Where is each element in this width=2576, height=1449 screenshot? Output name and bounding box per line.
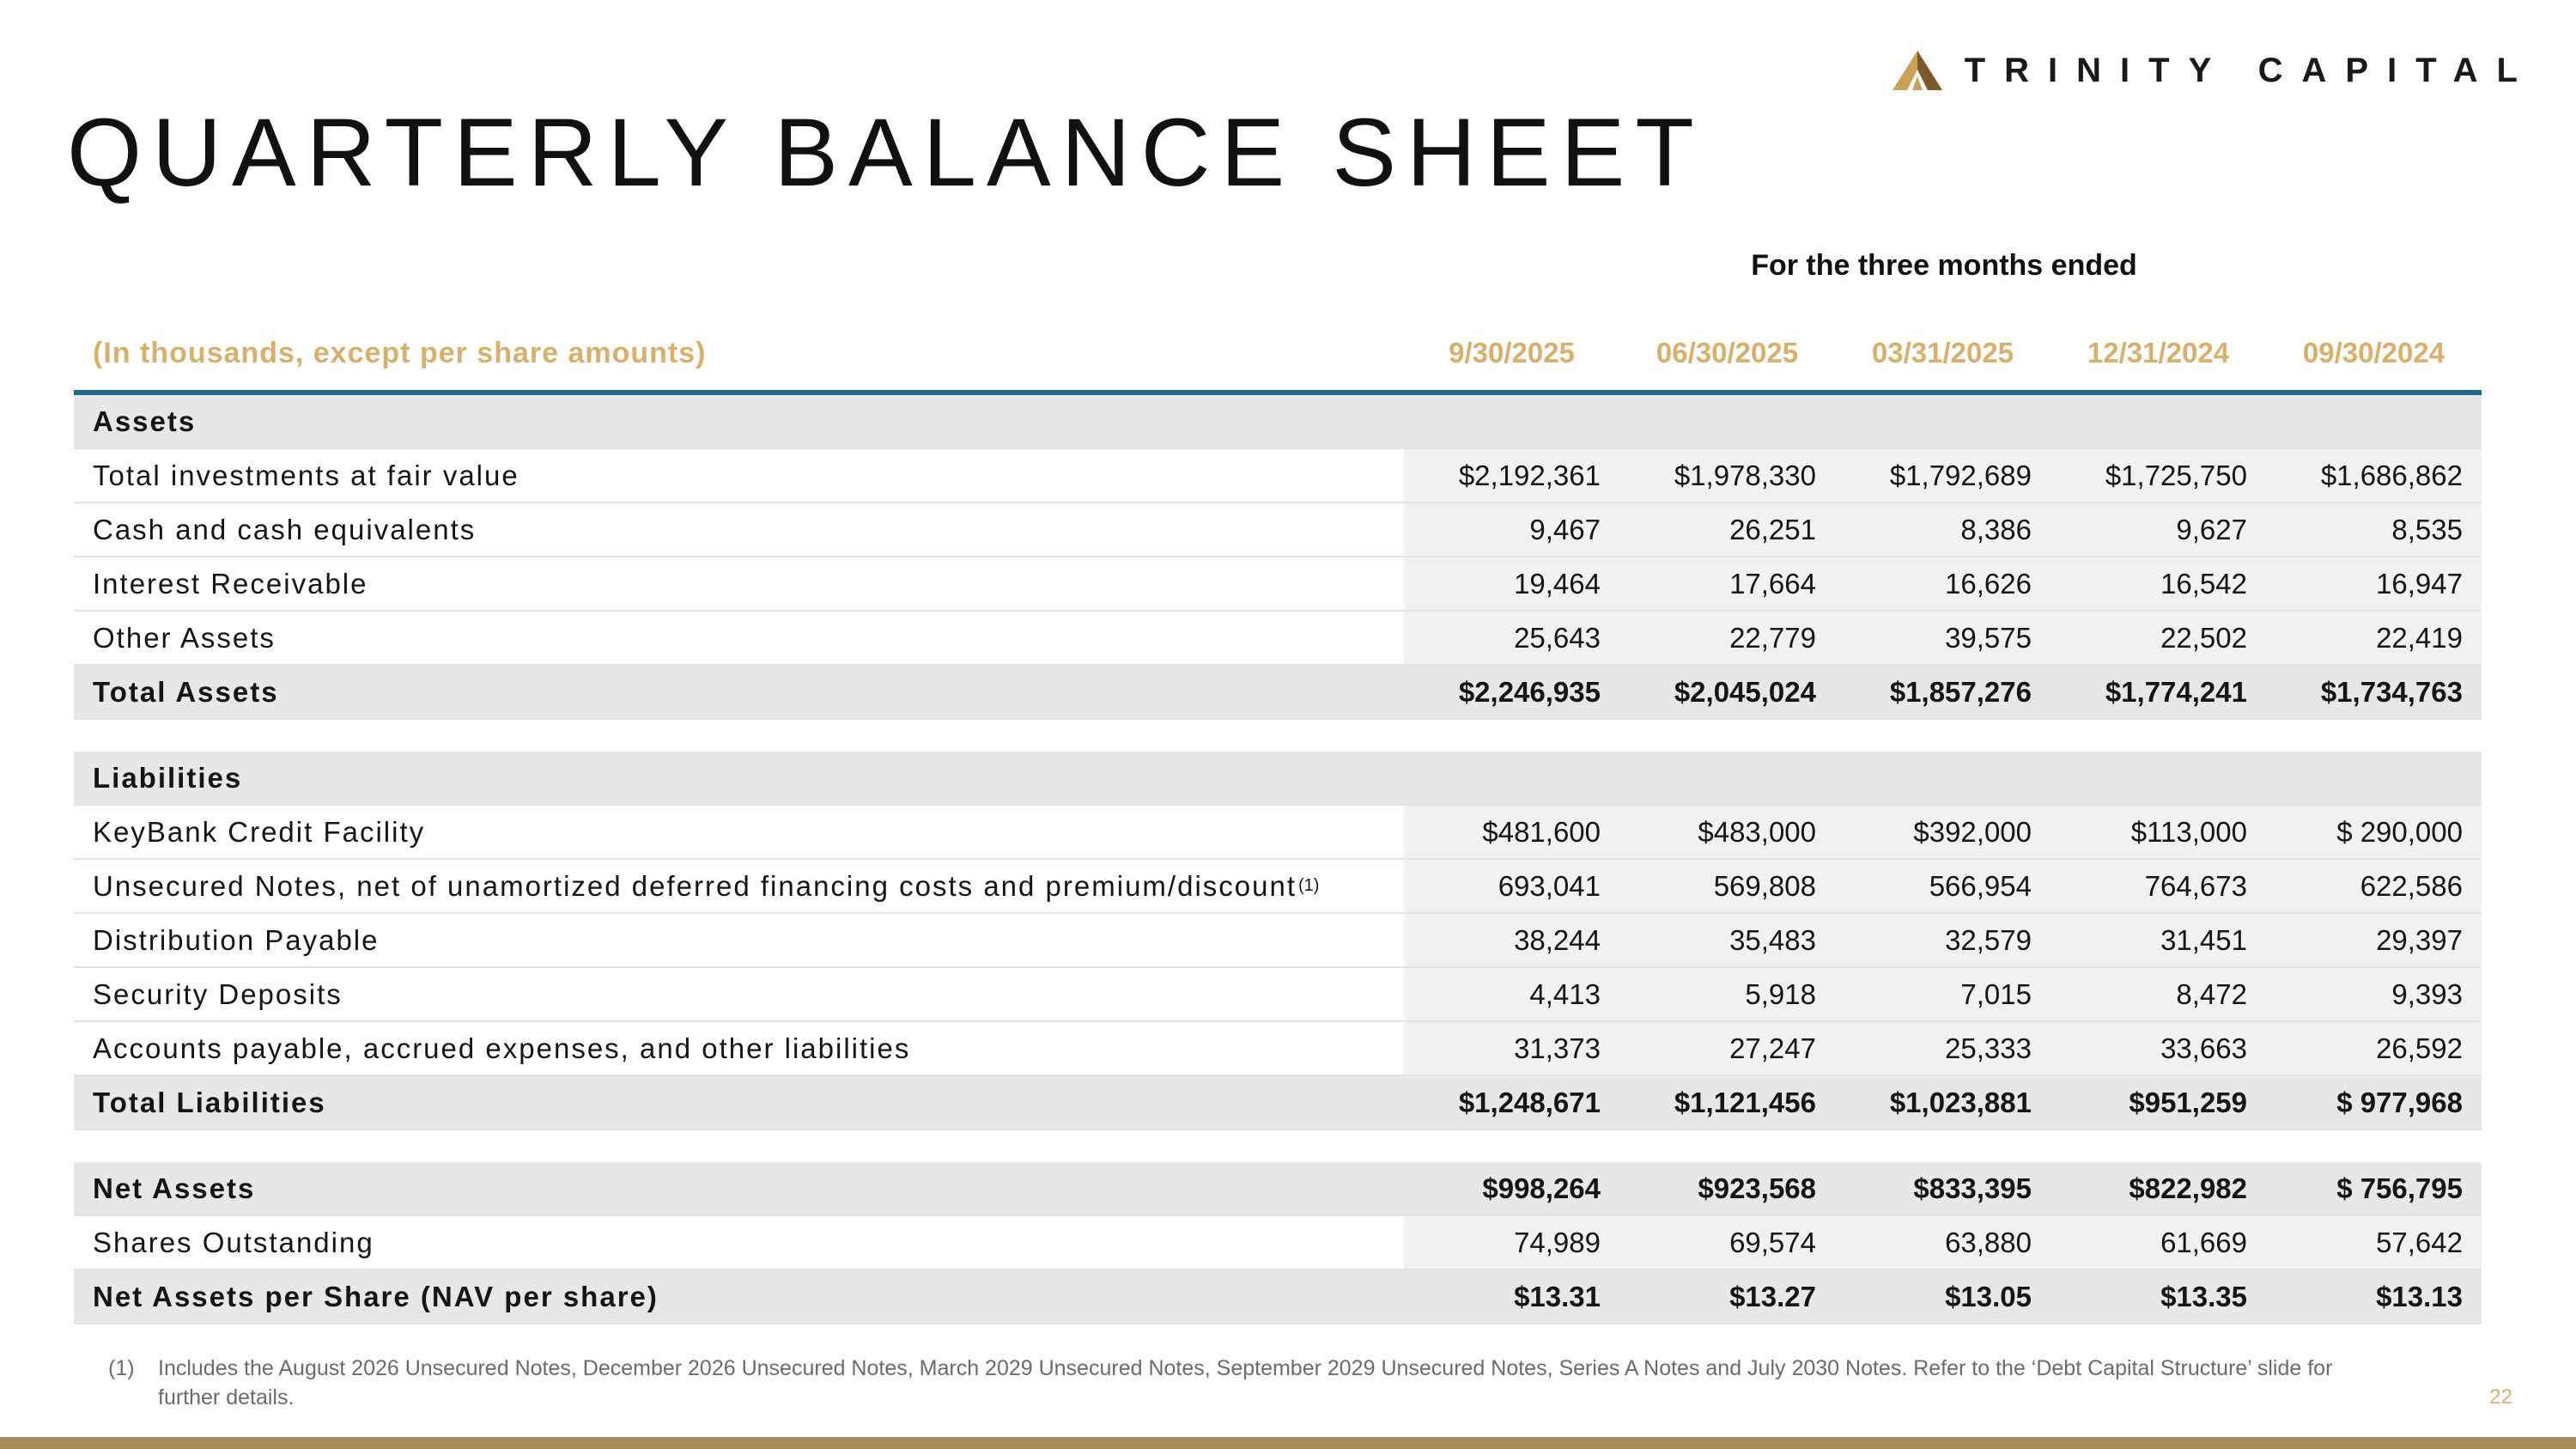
cell-value: 17,664 xyxy=(1729,567,1816,600)
cell-value: 622,586 xyxy=(2360,869,2463,902)
cell-value: $1,857,276 xyxy=(1889,675,2032,708)
cell-value: 8,386 xyxy=(1960,513,2032,545)
cell-value: 19,464 xyxy=(1514,567,1601,600)
nav-per-share-row xyxy=(74,1270,2482,1324)
cell-value: 38,244 xyxy=(1514,923,1601,956)
page-title: QUARTERLY BALANCE SHEET xyxy=(67,99,1704,206)
row-label: Total Liabilities xyxy=(93,1086,326,1118)
cell-value: 74,989 xyxy=(1514,1226,1601,1258)
table-row xyxy=(74,557,2482,612)
brand-name: TRINITY CAPITAL xyxy=(1964,51,2537,89)
shares-outstanding-row xyxy=(74,1216,2482,1270)
liabilities-section-heading xyxy=(74,752,2482,806)
cell-value: $951,259 xyxy=(2129,1086,2247,1118)
column-header: 03/31/2025 xyxy=(1871,337,2014,368)
row-label-text: Unsecured Notes, net of unamortized deferred financing costs and premium/discount xyxy=(93,869,1297,902)
cell-value: 9,627 xyxy=(2176,513,2247,545)
cell-value: $1,792,689 xyxy=(1889,459,2032,491)
cell-value: 16,626 xyxy=(1945,567,2032,600)
column-header: 06/30/2025 xyxy=(1656,337,1799,368)
cell-value: 61,669 xyxy=(2160,1226,2247,1258)
cell-value: $833,395 xyxy=(1913,1172,2032,1204)
cell-value: 4,413 xyxy=(1529,977,1601,1010)
cell-value: $1,725,750 xyxy=(2105,459,2247,491)
row-label: Net Assets per Share (NAV per share) xyxy=(93,1280,659,1312)
cell-value: $822,982 xyxy=(2129,1172,2247,1204)
row-label: Total investments at fair value xyxy=(93,459,519,491)
cell-value: $13.35 xyxy=(2160,1280,2247,1312)
cell-value: 22,779 xyxy=(1729,621,1816,654)
cell-value: $1,734,763 xyxy=(2320,675,2463,708)
section-label: Assets xyxy=(93,405,197,437)
cell-value: $2,045,024 xyxy=(1674,675,1816,708)
column-header: 09/30/2024 xyxy=(2302,337,2445,368)
cell-value: 35,483 xyxy=(1729,923,1816,956)
row-label: Other Assets xyxy=(93,621,276,654)
cell-value: $392,000 xyxy=(1913,815,2032,848)
cell-value: 9,393 xyxy=(2391,977,2463,1010)
section-spacer xyxy=(74,720,2482,752)
row-label: Distribution Payable xyxy=(93,923,380,956)
cell-value: $2,192,361 xyxy=(1458,459,1601,491)
cell-value: $ 290,000 xyxy=(2336,815,2463,848)
cell-value: 25,643 xyxy=(1514,621,1601,654)
cell-value: 26,251 xyxy=(1729,513,1816,545)
section-spacer xyxy=(74,1130,2482,1162)
trinity-capital-logo-icon xyxy=(1893,51,1942,90)
row-label: Cash and cash equivalents xyxy=(93,513,477,545)
cell-value: 29,397 xyxy=(2376,923,2463,956)
cell-value: $483,000 xyxy=(1698,815,1816,848)
table-row xyxy=(74,612,2482,666)
table-row xyxy=(74,503,2482,557)
cell-value: 39,575 xyxy=(1945,621,2032,654)
cell-value: $1,248,671 xyxy=(1458,1086,1601,1118)
cell-value: $13.05 xyxy=(1945,1280,2032,1312)
cell-value: 63,880 xyxy=(1945,1226,2032,1258)
cell-value: $1,774,241 xyxy=(2105,675,2247,708)
row-label: Interest Receivable xyxy=(93,567,368,600)
cell-value: 693,041 xyxy=(1498,869,1601,902)
cell-value: 32,579 xyxy=(1945,923,2032,956)
table-row xyxy=(74,968,2482,1022)
page-number: 22 xyxy=(2489,1385,2512,1409)
cell-value: 69,574 xyxy=(1729,1226,1816,1258)
cell-value: $1,023,881 xyxy=(1889,1086,2032,1118)
company-logo xyxy=(1893,46,2537,94)
cell-value: 22,419 xyxy=(2376,621,2463,654)
row-label: Shares Outstanding xyxy=(93,1226,374,1258)
table-row xyxy=(74,449,2482,503)
balance-sheet-table xyxy=(74,316,2482,1324)
row-label: Total Assets xyxy=(93,675,279,708)
table-row xyxy=(74,914,2482,968)
cell-value: 31,451 xyxy=(2160,923,2247,956)
cell-value: 22,502 xyxy=(2160,621,2247,654)
cell-value: $113,000 xyxy=(2130,815,2247,848)
assets-section-heading xyxy=(74,395,2482,449)
total-assets-row xyxy=(74,666,2482,720)
cell-value: 16,947 xyxy=(2376,567,2463,600)
row-label: KeyBank Credit Facility xyxy=(93,815,426,848)
cell-value: 25,333 xyxy=(1945,1032,2032,1064)
cell-value: 8,472 xyxy=(2176,977,2247,1010)
cell-value: 26,592 xyxy=(2376,1032,2463,1064)
row-label xyxy=(74,860,1404,912)
net-assets-row xyxy=(74,1162,2482,1216)
cell-value: $ 756,795 xyxy=(2336,1172,2463,1204)
cell-value: $13.13 xyxy=(2376,1280,2463,1312)
cell-value: 5,918 xyxy=(1745,977,1816,1010)
cell-value: 57,642 xyxy=(2376,1226,2463,1258)
cell-value: 569,808 xyxy=(1713,869,1816,902)
row-label: Net Assets xyxy=(93,1172,256,1204)
cell-value: $1,121,456 xyxy=(1674,1086,1816,1118)
footnote-reference: (1) xyxy=(1298,876,1320,895)
cell-value: $13.27 xyxy=(1729,1280,1816,1312)
cell-value: 9,467 xyxy=(1529,513,1601,545)
cell-value: 27,247 xyxy=(1729,1032,1816,1064)
column-header: 12/31/2024 xyxy=(2087,337,2230,368)
cell-value: 8,535 xyxy=(2391,513,2463,545)
cell-value: 7,015 xyxy=(1960,977,2032,1010)
cell-value: $13.31 xyxy=(1514,1280,1601,1312)
table-row xyxy=(74,860,2482,914)
total-liabilities-row xyxy=(74,1076,2482,1130)
bottom-accent-bar xyxy=(0,1437,2576,1449)
section-label: Liabilities xyxy=(93,761,243,794)
footnote xyxy=(108,1354,2375,1412)
footnote-marker: (1) xyxy=(108,1356,135,1380)
table-row xyxy=(74,806,2482,860)
cell-value: $998,264 xyxy=(1482,1172,1601,1204)
cell-value: $481,600 xyxy=(1482,815,1601,848)
cell-value: $ 977,968 xyxy=(2336,1086,2463,1118)
cell-value: 33,663 xyxy=(2160,1032,2247,1064)
cell-value: $1,978,330 xyxy=(1674,459,1816,491)
cell-value: 31,373 xyxy=(1514,1032,1601,1064)
row-label: Security Deposits xyxy=(93,977,343,1010)
footnote-text: Includes the August 2026 Unsecured Notes, December 2026 Unsecured Notes, March 2029 Unsecured Notes, September 2029 Unsecured Notes, Series A Notes and July 2030 Notes. Refer to the ‘Debt Capital Structure’ slide for further details. xyxy=(158,1356,2333,1409)
period-header: For the three months ended xyxy=(1751,249,2137,282)
cell-value: 16,542 xyxy=(2160,567,2247,600)
cell-value: 566,954 xyxy=(1929,869,2032,902)
units-label: (In thousands, except per share amounts) xyxy=(93,336,707,369)
cell-value: $923,568 xyxy=(1698,1172,1816,1204)
cell-value: $1,686,862 xyxy=(2320,459,2463,491)
cell-value: $2,246,935 xyxy=(1458,675,1601,708)
row-label: Accounts payable, accrued expenses, and other liabilities xyxy=(93,1032,911,1064)
table-row xyxy=(74,1022,2482,1076)
cell-value: 764,673 xyxy=(2144,869,2247,902)
table-header-row xyxy=(74,316,2482,395)
column-header: 9/30/2025 xyxy=(1449,337,1575,368)
